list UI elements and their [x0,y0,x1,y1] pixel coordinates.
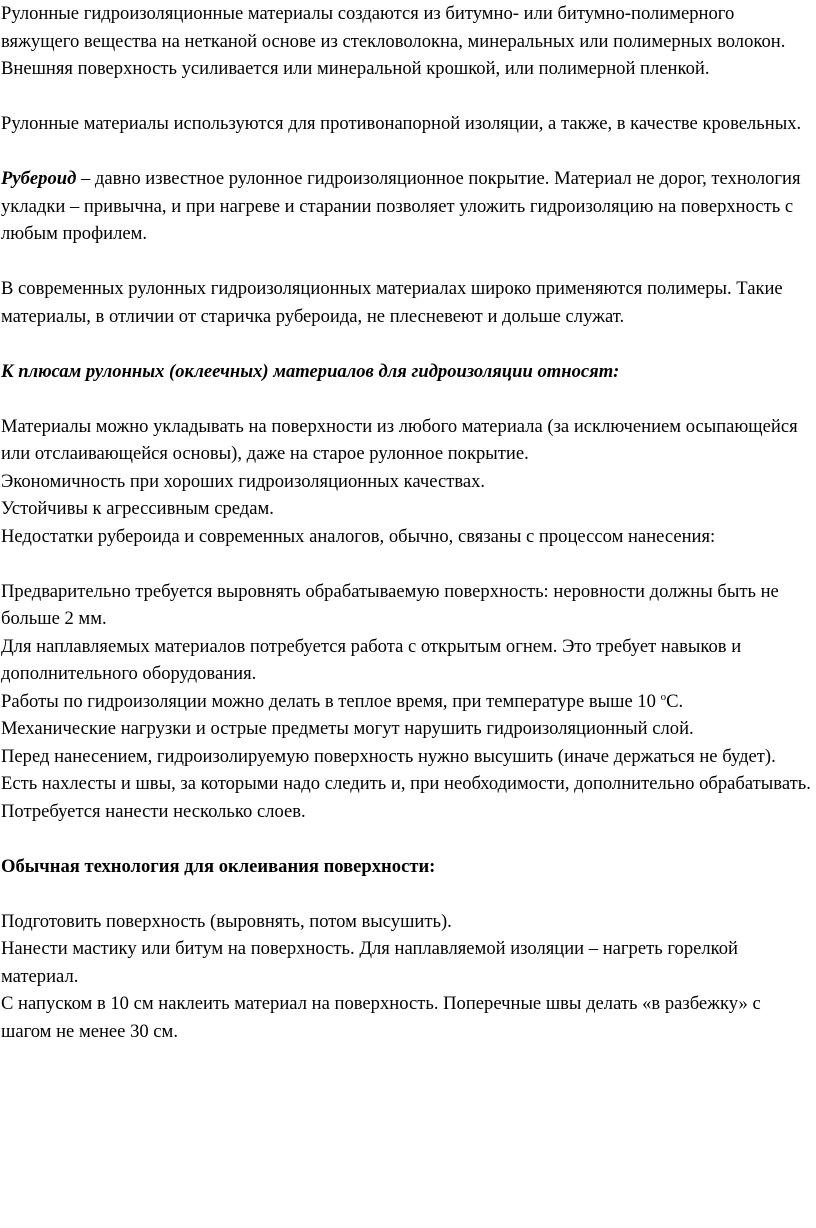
cons-item: Механические нагрузки и острые предметы могут нарушить гидроизоляционный слой. [1,718,694,739]
paragraph-gap [1,550,813,578]
cons-item: Потребуется нанести несколько слоев. [1,800,306,822]
paragraph-gap [1,138,813,166]
paragraph-ruberoid [1,165,813,248]
paragraph-gap [1,248,813,276]
ruberoid-description: – давно известное рулонное гидроизоляционное покрытие. Материал не дорог, технология укладки – привычна, и при нагреве и старании позволяет уложить гидроизоляцию на поверхность с любым профилем. [1,168,801,244]
cons-intro: Недостатки рубероида и современных аналогов, обычно, связаны с процессом нанесения: [1,525,716,547]
cons-item: Для наплавляемых материалов потребуется работа с открытым огнем. Это требует навыков и дополнительного оборудования. [1,635,742,684]
paragraph-gap [1,825,813,853]
pros-item: Экономичность при хороших гидроизоляционных качествах. [1,470,486,492]
celsius-unit: С. [666,690,684,712]
paragraph-gap [1,83,813,111]
paragraph-polymers: В современных рулонных гидроизоляционных материалах широко применяются полимеры. Такие материалы, в отличии от старичка рубероида, не плесневеют и дольше служат. [1,278,783,327]
document-page [1,0,813,1045]
cons-item-temperature [1,688,813,716]
paragraph-gap [1,880,813,908]
step-item: Подготовить поверхность (выровнять, потом высушить). [1,910,452,932]
pros-item: Материалы можно укладывать на поверхности из любого материала (за исключением осыпающейся или отслаивающейся основы), даже на старое рулонное покрытие. [1,415,798,464]
step-item: Нанести мастику или битум на поверхность. Для наплавляемой изоляции – нагреть горелкой материал. [1,938,738,987]
step-item: С напуском в 10 см наклеить материал на поверхность. Поперечные швы делать «в разбежку» с шагом не менее 30 см. [1,993,761,1042]
paragraph-usage: Рулонные материалы используются для противонапорной изоляции, а также, в качестве кровельных. [1,113,802,134]
paragraph-intro: Рулонные гидроизоляционные материалы создаются из битумно- или битумно-полимерного вяжущего вещества на нетканой основе из стекловолокна, минеральных или полимерных волокон. Внешняя поверхность усиливается или минеральной крошкой, или полимерной пленкой. [1,3,786,79]
term-ruberoid: Рубероид [1,168,77,189]
cons-item: Есть нахлесты и швы, за которыми надо следить и, при необходимости, дополнительно обрабатывать. [1,773,811,794]
paragraph-gap [1,330,813,358]
heading-pros: К плюсам рулонных (оклеечных) материалов для гидроизоляции относят: [1,360,620,382]
paragraph-gap [1,385,813,413]
pros-item: Устойчивы к агрессивным средам. [1,498,274,519]
cons-temperature-text: Работы по гидроизоляции можно делать в теплое время, при температуре выше 10 [1,690,661,712]
degree-sign: о [660,690,667,703]
cons-item: Предварительно требуется выровнять обрабатываемую поверхность: неровности должны быть не больше 2 мм. [1,580,779,629]
heading-technology: Обычная технология для оклеивания поверхности: [1,855,436,877]
cons-item: Перед нанесением, гидроизолируемую поверхность нужно высушить (иначе держаться не будет). [1,745,776,767]
